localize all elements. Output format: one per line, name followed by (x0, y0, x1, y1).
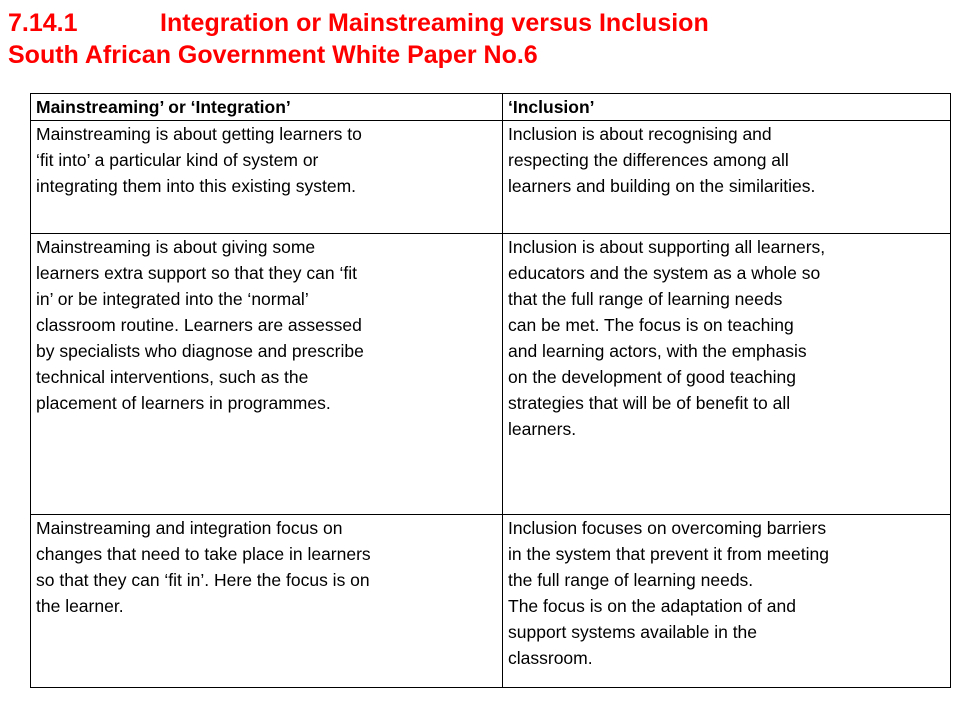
mainstreaming-text: Mainstreaming and integration focus on changes that need to take place in learners so that they can ‘fit in’. Here the focus is on the learner. (36, 518, 371, 616)
slide-title (8, 7, 948, 71)
mainstreaming-text: Mainstreaming is about getting learners to ‘fit into’ a particular kind of system or integrating them into this existing system. (36, 124, 362, 196)
mainstreaming-cell (31, 121, 503, 234)
mainstreaming-cell (31, 515, 503, 688)
mainstreaming-cell (31, 234, 503, 515)
header-mainstreaming: Mainstreaming’ or ‘Integration’ (31, 94, 503, 121)
header-inclusion: ‘Inclusion’ (503, 94, 951, 121)
section-number: 7.14.1 (8, 9, 78, 37)
inclusion-text: Inclusion is about supporting all learners, educators and the system as a whole so that the full range of learning needs can be met. The focus is on teaching and learning actors, with the emphasis on the development of good teaching strategies that will be of benefit to all learners. (508, 237, 826, 439)
table-row (31, 234, 951, 515)
title-text: Integration or Mainstreaming versus Inclusion (160, 9, 709, 37)
mainstreaming-text: Mainstreaming is about giving some learners extra support so that they can ‘fit in’ or be integrated into the ‘normal’ classroom routine. Learners are assessed by specialists who diagnose and prescribe technical interventions, such as the placement of learners in programmes. (36, 237, 364, 413)
table-row (31, 515, 951, 688)
comparison-table (30, 93, 951, 688)
inclusion-cell (503, 515, 951, 688)
table-header-row (31, 94, 951, 121)
title-line-1 (8, 7, 948, 39)
title-line-2: South African Government White Paper No.6 (8, 41, 538, 69)
inclusion-cell (503, 234, 951, 515)
inclusion-text: Inclusion is about recognising and respecting the differences among all learners and building on the similarities. (508, 124, 816, 196)
table-row (31, 121, 951, 234)
inclusion-cell (503, 121, 951, 234)
inclusion-text: Inclusion focuses on overcoming barriers in the system that prevent it from meeting the full range of learning needs. The focus is on the adaptation of and support systems available in the classroom. (508, 518, 829, 668)
